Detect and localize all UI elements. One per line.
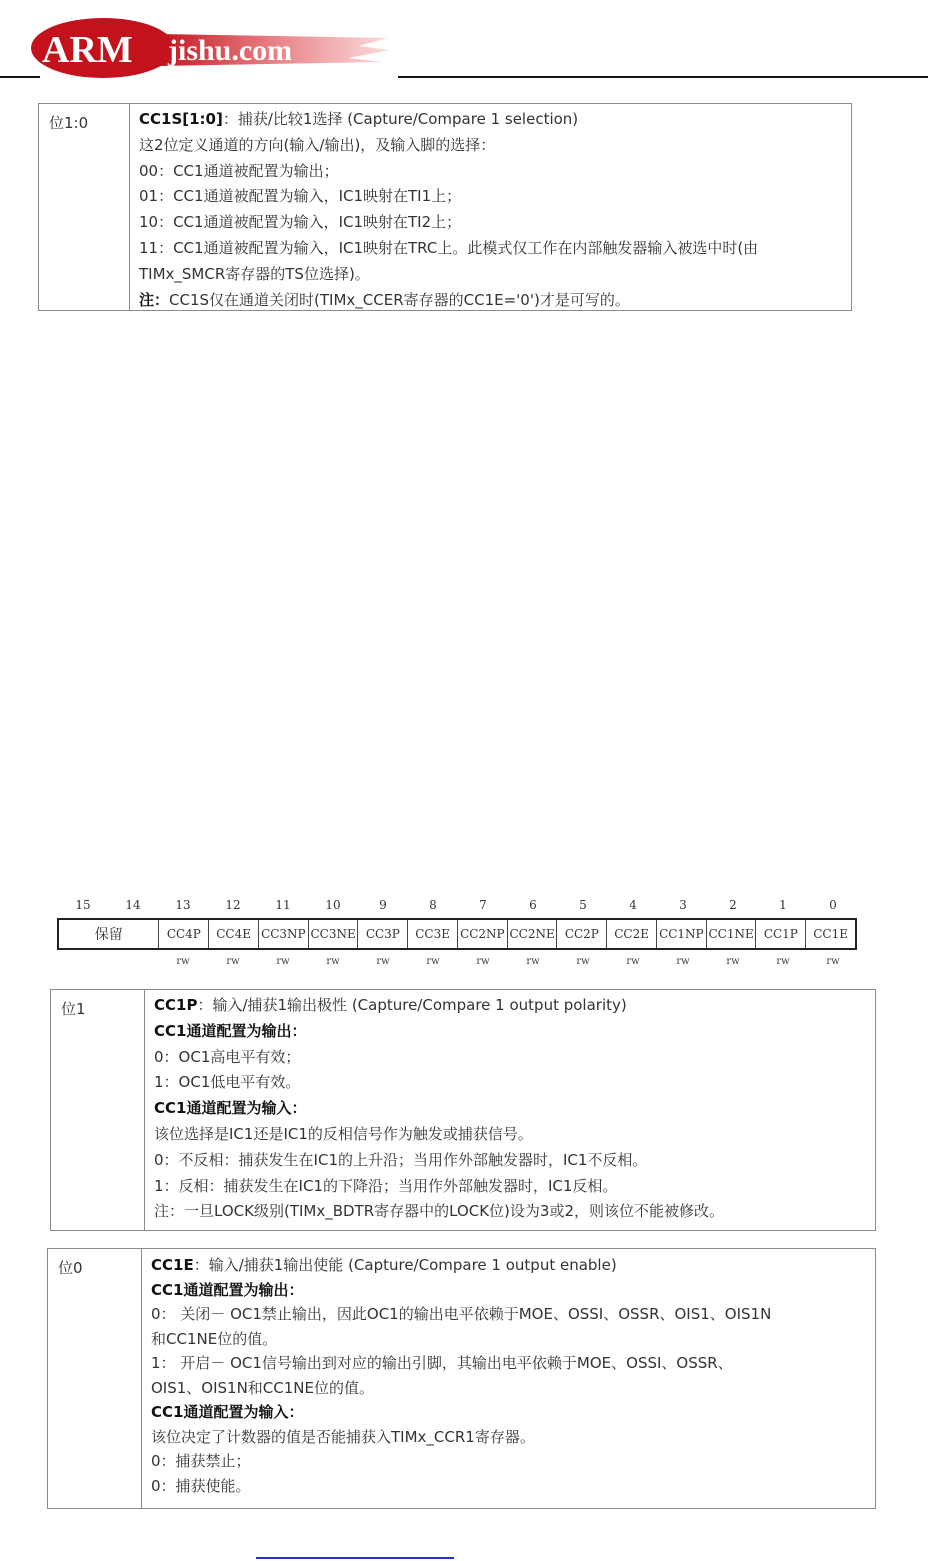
bit-number: 1 xyxy=(779,898,787,912)
description-content xyxy=(142,1249,875,1508)
description-line: 1： 开启－ OC1信号输出到对应的输出引脚，其输出电平依赖于MOE、OSSI、OSSR、 xyxy=(151,1354,733,1372)
register-field-row xyxy=(57,918,857,950)
access-type: rw xyxy=(326,956,340,967)
description-line: 10：CC1通道被配置为输入，IC1映射在TI2上； xyxy=(139,213,462,232)
output-mode-heading: CC1通道配置为输出： xyxy=(154,1021,307,1040)
cc1p-description-table xyxy=(50,989,876,1231)
bit-number: 7 xyxy=(479,898,487,912)
register-field-cc3np: CC3NP xyxy=(258,920,308,948)
register-field-cc4e: CC4E xyxy=(208,920,258,948)
access-type-row xyxy=(55,956,860,972)
footer-link-underline[interactable] xyxy=(256,1557,454,1559)
logo-arm-text: ARM xyxy=(42,29,133,71)
access-type: rw xyxy=(526,956,540,967)
field-title: CC1P：输入/捕获1输出极性 (Capture/Compare 1 output polarity) xyxy=(154,996,627,1014)
field-title: CC1E：输入/捕获1输出使能 (Capture/Compare 1 output enable) xyxy=(151,1256,617,1274)
header-rule xyxy=(398,76,928,78)
register-field-cc2ne: CC2NE xyxy=(507,920,557,948)
bit-number: 11 xyxy=(275,898,291,912)
description-line: 该位选择是IC1还是IC1的反相信号作为触发或捕获信号。 xyxy=(154,1124,533,1143)
access-type: rw xyxy=(226,956,240,967)
access-type: rw xyxy=(176,956,190,967)
bit-number: 10 xyxy=(325,898,341,912)
access-type: rw xyxy=(276,956,290,967)
description-line: 0：捕获禁止； xyxy=(151,1452,251,1470)
register-field-cc1p: CC1P xyxy=(755,920,805,948)
description-line: 0：捕获使能。 xyxy=(151,1476,251,1495)
description-line: 11：CC1通道被配置为输入，IC1映射在TRC上。此模式仅工作在内部触发器输入被选中时(由 xyxy=(139,238,759,257)
description-line: 这2位定义通道的方向(输入/输出)，及输入脚的选择： xyxy=(139,135,496,154)
register-field-cc3e: CC3E xyxy=(407,920,457,948)
bit-number: 4 xyxy=(629,898,637,912)
bit-number: 2 xyxy=(729,898,737,912)
register-field-reserved: 保留 xyxy=(94,927,123,943)
description-line: 0：不反相：捕获发生在IC1的上升沿；当用作外部触发器时，IC1不反相。 xyxy=(154,1150,648,1169)
description-line: OIS1、OIS1N和CC1NE位的值。 xyxy=(151,1378,375,1397)
bit-number: 8 xyxy=(429,898,437,912)
ccer-register-map xyxy=(55,896,860,976)
bit-number: 15 xyxy=(75,898,91,912)
bit-number: 13 xyxy=(175,898,191,912)
description-line: 1：反相：捕获发生在IC1的下降沿；当用作外部触发器时，IC1反相。 xyxy=(154,1176,618,1195)
logo-domain-text: jishu.com xyxy=(168,34,293,67)
bit-number: 14 xyxy=(125,898,141,912)
register-field-cc4p: CC4P xyxy=(158,920,208,948)
description-content xyxy=(130,104,851,310)
header-rule xyxy=(0,76,40,78)
description-content xyxy=(145,990,875,1230)
access-type: rw xyxy=(376,956,390,967)
register-field-cc3p: CC3P xyxy=(357,920,407,948)
description-line: 0： 关闭－ OC1禁止输出，因此OC1的输出电平依赖于MOE、OSSI、OSSR、OIS1、OIS1N xyxy=(151,1305,772,1323)
register-field-cc2p: CC2P xyxy=(556,920,606,948)
access-type: rw xyxy=(726,956,740,967)
input-mode-heading: CC1通道配置为输入： xyxy=(154,1099,307,1118)
description-line: 01：CC1通道被配置为输入，IC1映射在TI1上； xyxy=(139,187,462,206)
access-type: rw xyxy=(826,956,840,967)
description-line: 0：OC1高电平有效； xyxy=(154,1047,301,1066)
cc1e-description-table xyxy=(47,1248,876,1509)
access-type: rw xyxy=(426,956,440,967)
bit-label: 位0 xyxy=(48,1249,142,1508)
armjishu-logo xyxy=(28,16,398,86)
bit-label: 位1:0 xyxy=(39,104,130,310)
access-type: rw xyxy=(776,956,790,967)
access-type: rw xyxy=(476,956,490,967)
bit-number: 0 xyxy=(829,898,837,912)
description-line: 和CC1NE位的值。 xyxy=(151,1329,278,1348)
bit-number-row xyxy=(55,896,860,918)
bit-number: 12 xyxy=(225,898,241,912)
bit-number: 6 xyxy=(529,898,537,912)
description-line: TIMx_SMCR寄存器的TS位选择)。 xyxy=(139,264,370,283)
register-field-cc1ne: CC1NE xyxy=(706,920,756,948)
field-title: CC1S[1:0]：捕获/比较1选择 (Capture/Compare 1 selection) xyxy=(139,110,579,128)
register-field-cc2e: CC2E xyxy=(606,920,656,948)
note-line: 注：一旦LOCK级别(TIMx_BDTR寄存器中的LOCK位)设为3或2，则该位不能被修改。 xyxy=(154,1202,725,1221)
description-line: 该位决定了计数器的值是否能捕获入TIMx_CCR1寄存器。 xyxy=(151,1427,535,1446)
register-field-cc3ne: CC3NE xyxy=(308,920,358,948)
access-type: rw xyxy=(626,956,640,967)
cc1s-description-table xyxy=(38,103,852,311)
bit-number: 9 xyxy=(379,898,387,912)
input-mode-heading: CC1通道配置为输入： xyxy=(151,1403,304,1421)
register-field-cc1e: CC1E xyxy=(805,920,855,948)
bit-number: 3 xyxy=(679,898,687,912)
bit-label: 位1 xyxy=(51,990,145,1230)
access-type: rw xyxy=(676,956,690,967)
description-line: 1：OC1低电平有效。 xyxy=(154,1073,301,1092)
access-type: rw xyxy=(576,956,590,967)
bit-number: 5 xyxy=(579,898,587,912)
register-field-cc1np: CC1NP xyxy=(656,920,706,948)
note-line: 注：CC1S仅在通道关闭时(TIMx_CCER寄存器的CC1E='0')才是可写的。 xyxy=(139,290,630,309)
output-mode-heading: CC1通道配置为输出： xyxy=(151,1280,304,1299)
description-line: 00：CC1通道被配置为输出； xyxy=(139,161,339,180)
register-field-cc2np: CC2NP xyxy=(457,920,507,948)
